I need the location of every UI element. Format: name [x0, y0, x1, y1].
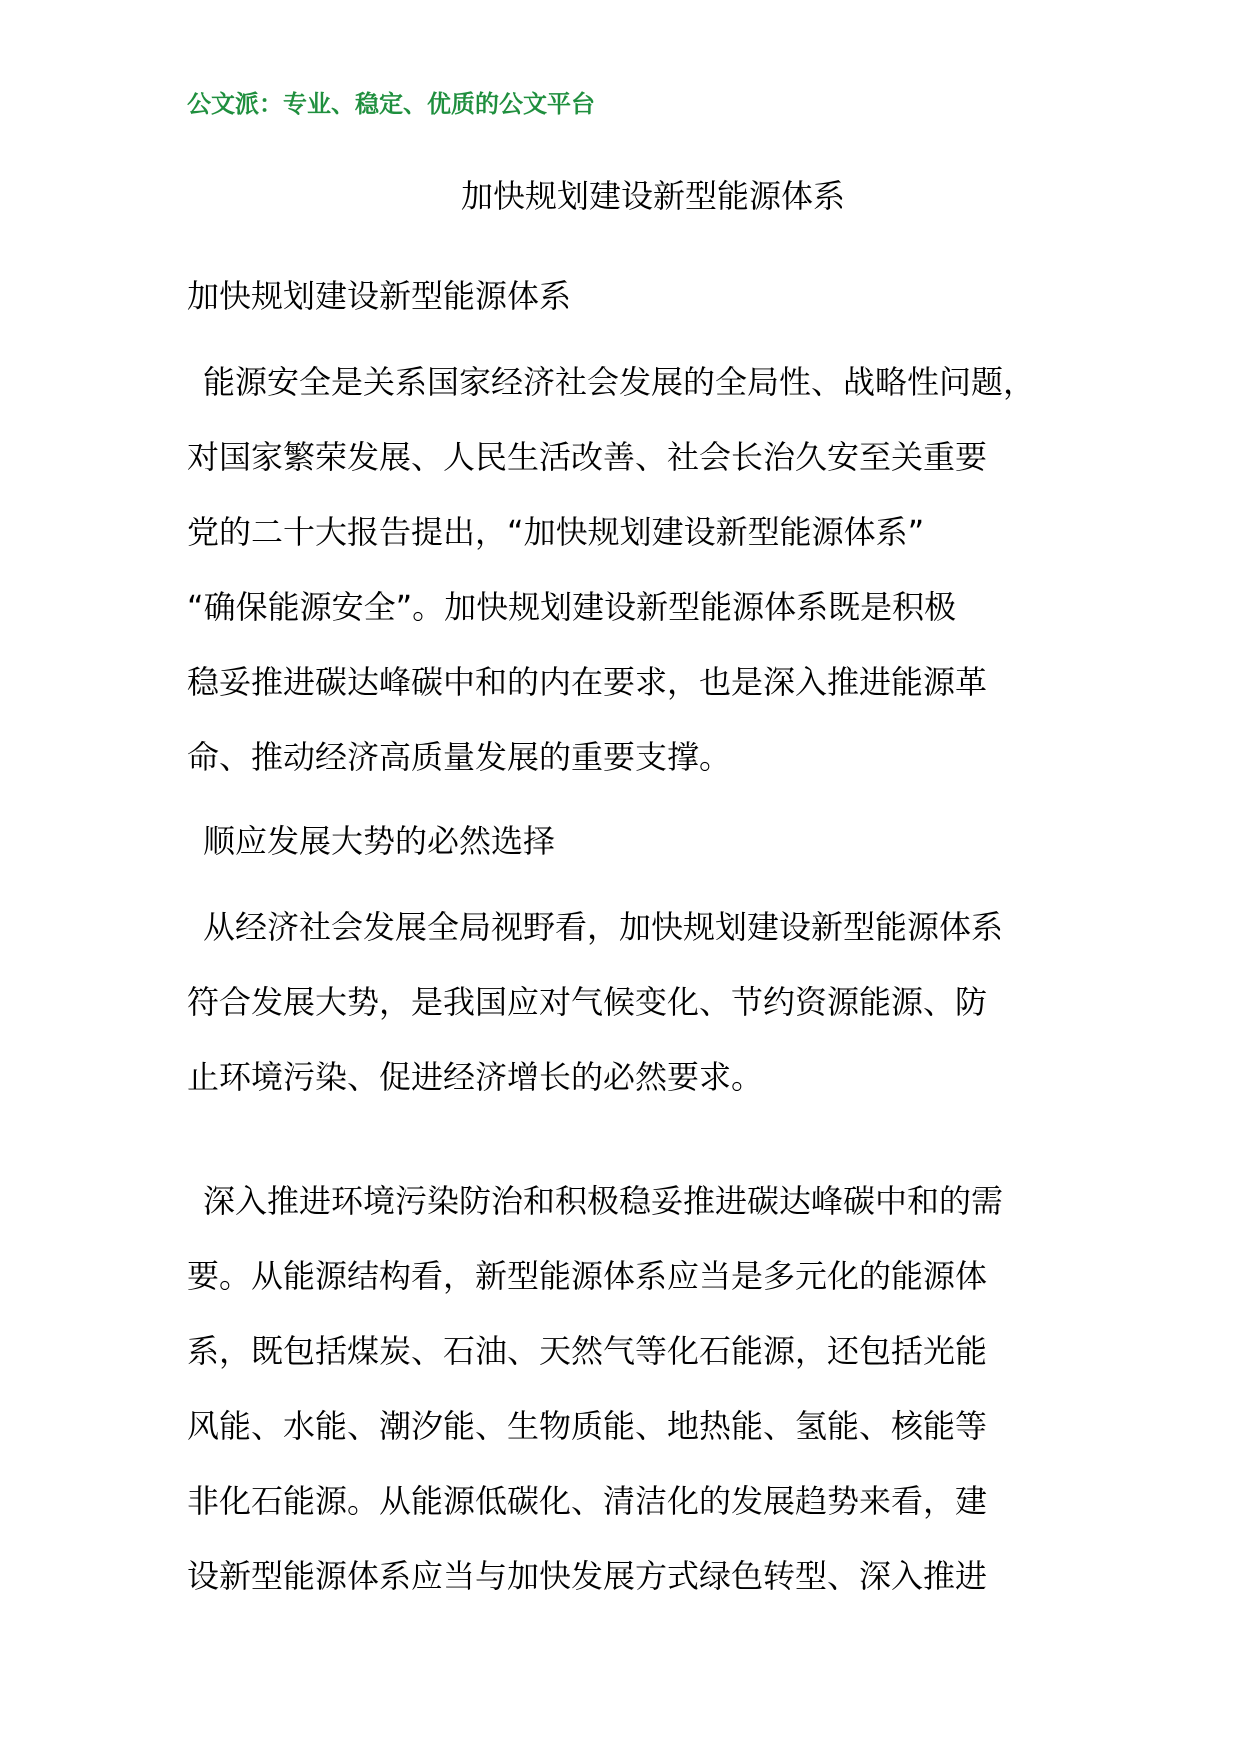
- paragraph-line: 从经济社会发展全局视野看，加快规划建设新型能源体系: [203, 908, 1004, 946]
- paragraph-line: 非化石能源。从能源低碳化、清洁化的发展趋势来看，建: [187, 1482, 988, 1520]
- paragraph-line: 深入推进环境污染防治和积极稳妥推进碳达峰碳中和的需: [203, 1182, 1004, 1220]
- paragraph-energy-structure: [187, 1164, 1067, 1614]
- document-subtitle: [187, 259, 1067, 334]
- paragraph-line: 风能、水能、潮汐能、生物质能、地热能、氢能、核能等: [187, 1407, 988, 1445]
- paragraph-energy-security: [187, 345, 1067, 795]
- paragraph-line: 稳妥推进碳达峰碳中和的内在要求，也是深入推进能源革: [187, 663, 988, 701]
- paragraph-line: 命、推动经济高质量发展的重要支撑。: [187, 738, 732, 776]
- paragraph-line: 对国家繁荣发展、人民生活改善、社会长治久安至关重要: [187, 438, 988, 476]
- paragraph-development-trend: [187, 890, 1067, 1115]
- section-heading-text: 顺应发展大势的必然选择: [203, 822, 556, 860]
- header-banner: 公文派：专业、稳定、优质的公文平台: [187, 90, 595, 118]
- paragraph-line: 系，既包括煤炭、石油、天然气等化石能源，还包括光能: [187, 1332, 988, 1370]
- paragraph-line: 设新型能源体系应当与加快发展方式绿色转型、深入推进: [187, 1557, 988, 1595]
- paragraph-line: 党的二十大报告提出，“加快规划建设新型能源体系”: [187, 513, 925, 551]
- section-heading: [187, 804, 1067, 879]
- subtitle-line: 加快规划建设新型能源体系: [187, 277, 572, 315]
- paragraph-line: “确保能源安全”。加快规划建设新型能源体系既是积极: [187, 588, 957, 626]
- paragraph-line: 符合发展大势，是我国应对气候变化、节约资源能源、防: [187, 983, 988, 1021]
- paragraph-line: 止环境污染、促进经济增长的必然要求。: [187, 1058, 764, 1096]
- paragraph-line: 能源安全是关系国家经济社会发展的全局性、战略性问题，: [203, 363, 1036, 401]
- paragraph-line: 要。从能源结构看，新型能源体系应当是多元化的能源体: [187, 1257, 988, 1295]
- document-title: 加快规划建设新型能源体系: [460, 177, 845, 215]
